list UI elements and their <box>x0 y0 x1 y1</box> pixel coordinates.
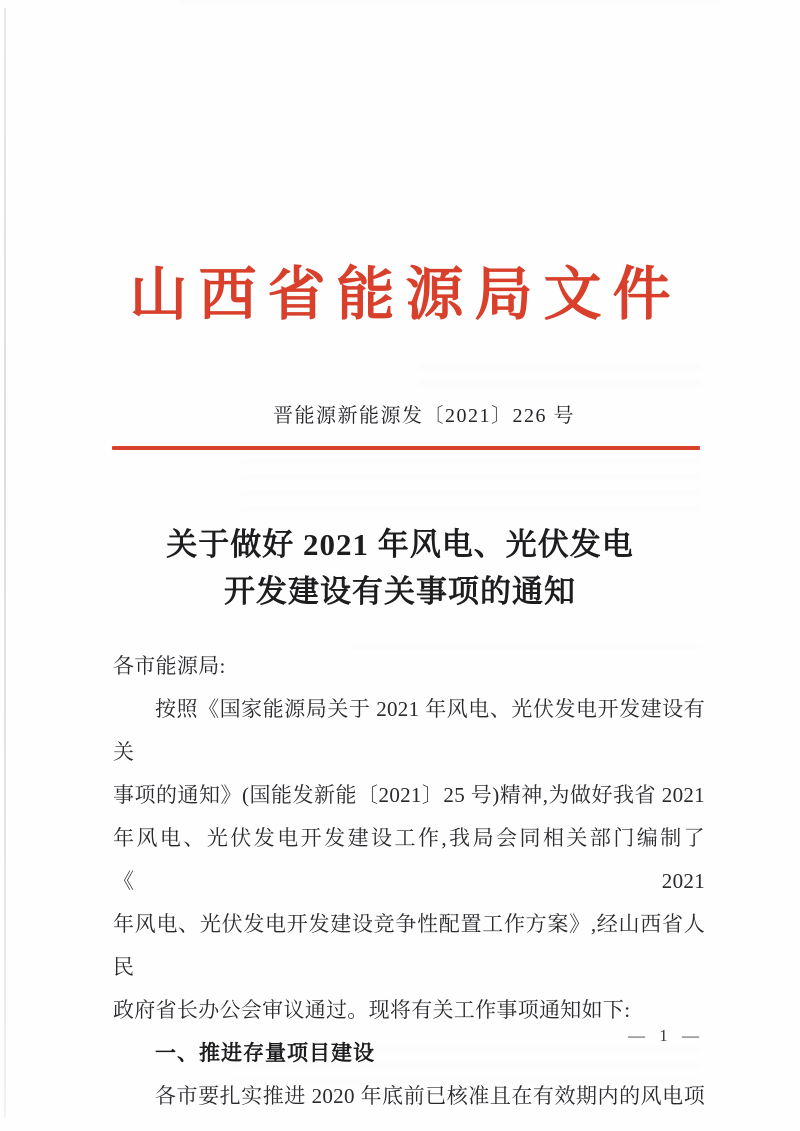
body-line: 年风电、光伏发电开发建设竞争性配置工作方案》,经山西省人民 <box>113 912 705 979</box>
bleedthrough-artifact <box>420 366 700 396</box>
page-number: — 1 — <box>628 1026 704 1045</box>
document-reference-number: 晋能源新能源发〔2021〕226 号 <box>273 405 575 427</box>
body-line: 政府省长办公会审议通过。现将有关工作事项通知如下: <box>113 998 631 1022</box>
bleedthrough-artifact <box>240 460 700 522</box>
document-title <box>0 521 800 615</box>
body-line: 按照《国家能源局关于 2021 年风电、光伏发电开发建设有关 <box>113 697 705 764</box>
bleedthrough-artifact <box>180 0 720 10</box>
salutation-line: 各市能源局: <box>113 654 226 678</box>
body-line: 事项的通知》(国能发新能〔2021〕25 号)精神,为做好我省 2021 <box>113 783 705 807</box>
agency-letterhead-title: 山西省能源局文件 <box>129 262 682 327</box>
document-title-line2: 开发建设有关事项的通知 <box>224 574 576 609</box>
document-body <box>113 645 705 1118</box>
body-line: 各市要扎实推进 2020 年底前已核准且在有效期内的风电项 <box>155 1084 705 1108</box>
section-heading: 一、推进存量项目建设 <box>155 1042 375 1065</box>
letterhead-divider-rule <box>112 446 700 450</box>
document-title-line1: 关于做好 2021 年风电、光伏发电 <box>166 527 634 562</box>
body-line: 年风电、光伏发电开发建设工作,我局会同相关部门编制了《2021 <box>113 826 705 893</box>
